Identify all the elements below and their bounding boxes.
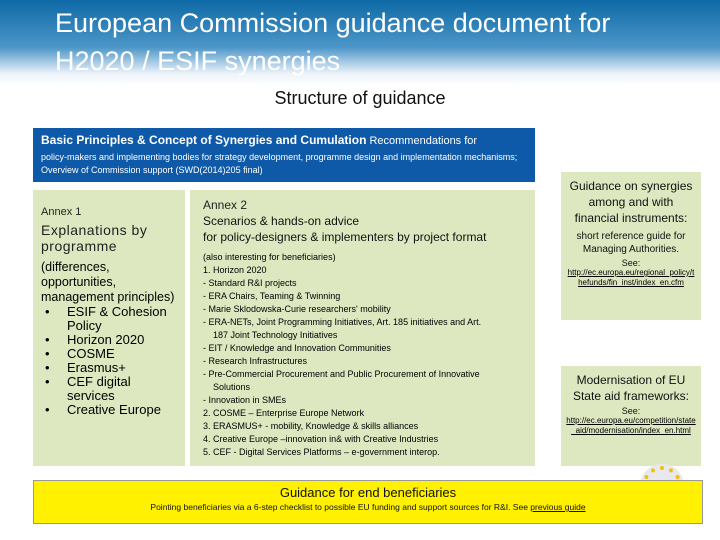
basic-text: policy-makers and implementing bodies for strategy development, programme design and implementation mechanisms; Overview of Commission support (SWD(2014)205 final) [41, 152, 518, 175]
annex1-sub: (differences, opportunities, management principles) [41, 260, 175, 304]
bottom-title: Guidance for end beneficiaries [279, 485, 457, 500]
annex2-line: - Innovation in SMEs [203, 395, 287, 405]
annex2-line: - Research Infrastructures [203, 356, 308, 366]
page-title: European Commission guidance document for H2020 / ESIF synergies [55, 8, 611, 76]
side2-title: Modernisation of EU State aid frameworks: [572, 373, 690, 403]
list-item: • Erasmus+ [41, 361, 177, 375]
annex2-line: 187 Joint Technology Initiatives [213, 330, 338, 340]
annex2-line: Solutions [213, 382, 251, 392]
annex1-label: Annex 1 [41, 206, 82, 218]
annex1-list [41, 305, 177, 417]
annex2-line: - Pre-Commercial Procurement and Public Procurement of Innovative [203, 369, 480, 379]
annex1-heading: Explanations by programme [41, 222, 148, 254]
header-banner [0, 0, 720, 86]
annex2-line: - ERA Chairs, Teaming & Twinning [203, 291, 341, 301]
annex1-box [33, 190, 185, 466]
page-subtitle: Structure of guidance [274, 88, 446, 108]
annex2-line: 1. Horizon 2020 [203, 265, 267, 275]
side1-see: See: [621, 258, 641, 268]
financial-instruments-link[interactable]: http://ec.europa.eu/regional_policy/thefunds/fin_inst/index_en.cfm [567, 268, 695, 287]
annex2-label: Annex 2 [203, 198, 248, 212]
list-item: • COSME [41, 347, 177, 361]
state-aid-link[interactable]: http://ec.europa.eu/competition/state_aid/modernisation/index_en.html [566, 416, 696, 435]
annex2-line: 5. CEF - Digital Services Platforms – e-government interop. [203, 447, 440, 457]
end-beneficiaries-box [33, 480, 703, 524]
annex2-heading1: Scenarios & hands-on advice [203, 214, 360, 228]
annex2-line: 2. COSME – Enterprise Europe Network [203, 408, 365, 418]
bottom-text: Pointing beneficiaries via a 6-step checklist to possible EU funding and support sources for R&I. See [150, 502, 528, 512]
financial-instruments-box [561, 172, 701, 320]
basic-intro: Recommendations for [369, 135, 478, 147]
annex2-line: - Standard R&I projects [203, 278, 297, 288]
basic-heading: Basic Principles & Concept of Synergies and Cumulation [41, 133, 367, 147]
side2-see: See: [621, 406, 641, 416]
annex2-line: 3. ERASMUS+ - mobility, Knowledge & skills alliances [203, 421, 419, 431]
list-item: • CEF digital services [41, 375, 177, 403]
annex2-box [190, 190, 535, 466]
list-item: • Horizon 2020 [41, 333, 177, 347]
annex2-heading2: for policy-designers & implementers by project format [203, 230, 487, 244]
previous-guide-link[interactable]: previous guide [530, 502, 586, 512]
annex2-note: (also interesting for beneficiaries) [203, 252, 336, 262]
annex2-body [203, 251, 522, 459]
list-item: • ESIF & Cohesion Policy [41, 305, 177, 333]
annex2-line: - EIT / Knowledge and Innovation Communities [203, 343, 391, 353]
side1-title: Guidance on synergies among and with financial instruments: [569, 179, 693, 225]
basic-principles-box [33, 128, 535, 182]
side1-sub: short reference guide for Managing Authorities. [576, 231, 686, 255]
state-aid-box [561, 366, 701, 466]
annex2-line: - Marie Sklodowska-Curie researchers' mobility [203, 304, 391, 314]
annex2-line: - ERA-NETs, Joint Programming Initiatives, Art. 185 initiatives and Art. [203, 317, 482, 327]
bottom-text-line [34, 501, 702, 513]
list-item: • Creative Europe [41, 403, 177, 417]
annex2-line: 4. Creative Europe –innovation in& with Creative Industries [203, 434, 439, 444]
